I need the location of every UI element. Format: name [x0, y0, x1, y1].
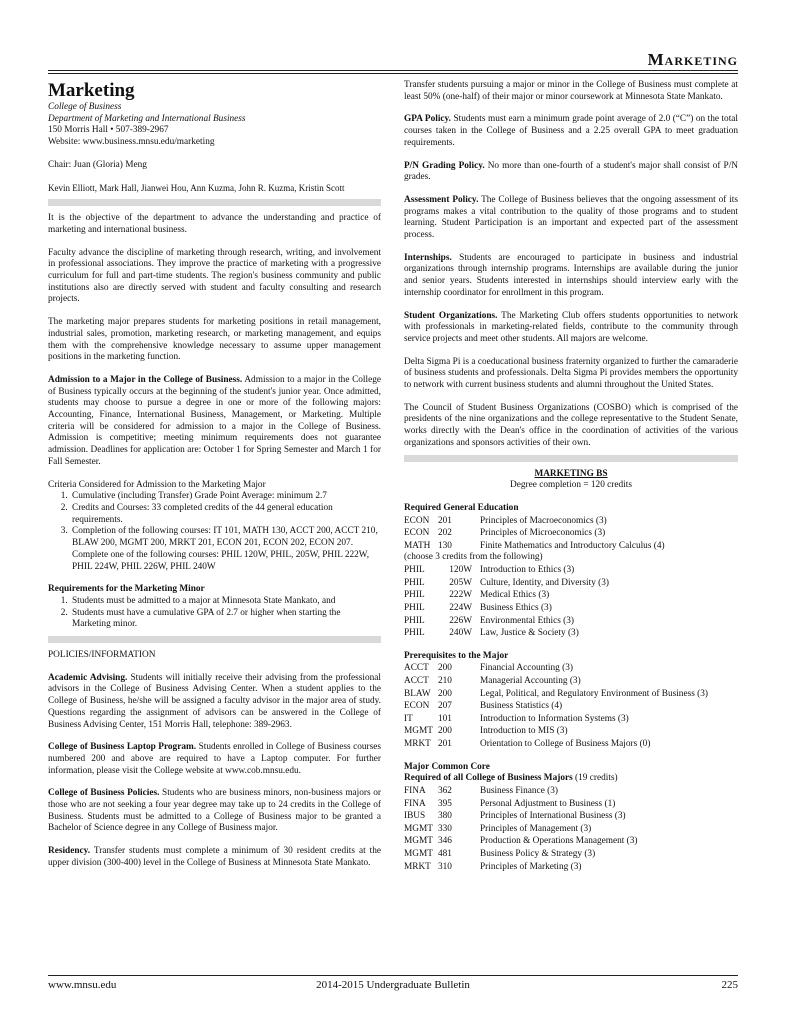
course-title: Introduction to MIS (3) — [480, 726, 568, 737]
course-dept: PHIL — [404, 565, 425, 576]
course-title: Business Finance (3) — [480, 786, 558, 796]
course-dept: IT — [404, 713, 413, 724]
course-title: Managerial Accounting (3) — [480, 676, 581, 687]
program-title: MARKETING BS — [534, 468, 608, 479]
laptop-paragraph: College of Business Laptop Program. Students enrolled in College of Business courses numbered 200 and above are required to have a Laptop computer. For further information, please visit the College website at www.cob.mnsu.edu. — [48, 742, 381, 776]
course-number: 362 — [438, 786, 452, 796]
course-row — [404, 725, 738, 738]
core-credits: (19 credits) — [575, 773, 618, 784]
department-name: Department of Marketing and International Business — [48, 113, 246, 124]
course-row — [404, 848, 738, 861]
list-item: 3. Completion of the following courses: IT 101, MATH 130, ACCT 200, ACCT 210, BLAW 200, MGMT 200, MRKT 201, ECON 201, ECON 202, ECON 207. Complete one of the following courses: PHIL 120W, PHIL, 205W, PHIL 222W, PHIL 224W, PHIL 226W, PHIL 240W — [70, 526, 381, 573]
course-title: Production & Operations Management (3) — [480, 836, 638, 847]
course-row — [404, 627, 738, 640]
course-dept: ACCT — [404, 663, 429, 674]
advising-heading: Academic Advising. — [48, 672, 128, 683]
right-column — [404, 80, 738, 873]
chair: Chair: Juan (Gloria) Meng — [48, 159, 147, 170]
course-dept: MATH — [404, 540, 431, 551]
cob-policies-heading: College of Business Policies. — [48, 788, 160, 799]
course-row — [404, 835, 738, 848]
course-number: 380 — [438, 811, 452, 822]
course-number: 120W — [449, 565, 472, 576]
left-column — [48, 80, 381, 870]
course-row — [404, 527, 738, 540]
course-title: Culture, Identity, and Diversity (3) — [480, 577, 610, 588]
course-title: Principles of Macroeconomics (3) — [480, 515, 607, 526]
course-dept: ACCT — [404, 676, 429, 687]
gened-choose-note: (choose 3 credits from the following) — [404, 552, 543, 563]
list-item: 2. Students must have a cumulative GPA of 2.7 or higher when starting the Marketing minor. — [70, 608, 381, 631]
core-heading: Major Common Core — [404, 761, 490, 772]
footer-bulletin: 2014-2015 Undergraduate Bulletin — [316, 979, 470, 991]
advising-paragraph: Academic Advising. Students will initially receive their advising from the professional advisors in the College of Business Advising Center. When a student applies to the College of Business, he/she will be assigned a faculty advisor in the major area of study. Questions regarding the assignment of advisors can be answered in the College of Business Advising Center, 151 Morris Hall, telephone: 389-2963. — [48, 672, 382, 730]
course-title: Law, Justice & Society (3) — [480, 628, 579, 639]
course-number: 207 — [438, 701, 452, 712]
course-row — [404, 713, 738, 726]
minor-list — [48, 596, 381, 631]
course-dept: ECON — [404, 528, 430, 539]
gpa-heading: GPA Policy. — [404, 114, 451, 125]
course-dept: PHIL — [404, 577, 425, 588]
admission-paragraph: Admission to a Major in the College of Business. Admission to a major in the College of Business typically occurs at the beginning of the student's junior year. Once admitted, students may choose to pursue a degree in one or more of the following majors: Accounting, Finance, International Business, Management, or Marketing. Multiple criteria will be considered for admission to a major in the College of Business. Admission is competitive; meeting minimum requirements does not guarantee admission. Deadlines for application are: October 1 for Spring Semester and March 1 for Fall Semester. — [48, 374, 381, 467]
address: 150 Morris Hall • 507-389-2967 — [48, 125, 169, 136]
degree-completion: Degree completion = 120 credits — [510, 480, 632, 491]
admission-heading: Admission to a Major in the College of Business. — [48, 374, 243, 385]
course-title: Finite Mathematics and Introductory Calculus (4) — [480, 540, 665, 551]
course-number: 202 — [438, 528, 452, 539]
course-number: 200 — [438, 663, 452, 674]
delta-sigma-pi-paragraph: Delta Sigma Pi is a coeducational business fraternity organized to further the camaraderie of business students and professionals. Delta Sigma Pi provides members the opportunity to network with current business students and alumni throughout the United States. — [404, 356, 738, 391]
course-title: Introduction to Information Systems (3) — [480, 713, 629, 724]
gened-heading: Required General Education — [404, 502, 519, 513]
major-paragraph: The marketing major prepares students for marketing positions in retail management, industrial sales, promotion, marketing research, or marketing management, and equips them with the comprehensive knowledge necessary to assume upper management positions in the marketing function. — [48, 317, 381, 363]
course-number: 201 — [438, 739, 452, 749]
course-row — [404, 785, 738, 798]
course-row — [404, 540, 738, 553]
faculty-list: Kevin Elliott, Mark Hall, Jianwei Hou, Ann Kuzma, John R. Kuzma, Kristin Scott — [48, 182, 345, 193]
pn-paragraph: P/N Grading Policy. No more than one-fourth of a student's major shall consist of P/N grades. — [404, 160, 738, 183]
faculty-paragraph: Faculty advance the discipline of marketing through research, writing, and involvement in professional associations. They improve the practice of marketing with a progressive curriculum for full and part-time students. The region's business community and public institutions also are directly served with student and faculty consulting and research projects. — [48, 247, 381, 305]
organizations-heading: Student Organizations. — [404, 310, 498, 321]
course-list — [404, 785, 738, 873]
criteria-heading: Criteria Considered for Admission to the Marketing Major — [48, 479, 266, 490]
divider — [404, 455, 738, 462]
course-row — [404, 515, 738, 528]
course-dept: BLAW — [404, 688, 431, 699]
course-row — [404, 861, 738, 874]
course-dept: PHIL — [404, 615, 425, 626]
course-title: Principles of Management (3) — [480, 823, 592, 834]
footer-rule — [48, 975, 738, 976]
course-dept: FINA — [404, 798, 426, 809]
course-row — [404, 589, 738, 602]
list-item: 2. Credits and Courses: 33 completed credits of the 44 general education requirements. — [70, 503, 381, 526]
course-title: Business Policy & Strategy (3) — [480, 848, 596, 859]
divider — [48, 636, 381, 643]
course-title: Principles of Marketing (3) — [480, 861, 582, 872]
course-title: Principles of Microeconomics (3) — [480, 528, 606, 539]
course-number: 210 — [438, 676, 452, 687]
course-number: 330 — [438, 823, 452, 834]
gpa-paragraph: GPA Policy. Students must earn a minimum grade point average of 2.0 (“C”) on the total courses taken in the College of Business and a 2.25 overall GPA to meet graduation requirements. — [404, 114, 738, 148]
section-header: Marketing — [647, 50, 738, 69]
course-row — [404, 688, 738, 701]
course-dept: MRKT — [404, 739, 431, 749]
criteria-list — [48, 491, 381, 573]
prereq-heading: Prerequisites to the Major — [404, 650, 509, 661]
college-name: College of Business — [48, 102, 122, 112]
course-number: 395 — [438, 798, 452, 809]
course-number: 346 — [438, 836, 452, 847]
course-title: Business Ethics (3) — [480, 602, 552, 613]
list-item: 1. Students must be admitted to a major at Minnesota State Mankato, and — [70, 596, 381, 608]
course-dept: ECON — [404, 515, 430, 526]
footer-website: www.mnsu.edu — [48, 979, 117, 991]
course-title: Financial Accounting (3) — [480, 663, 573, 674]
course-number: 224W — [449, 602, 472, 613]
course-number: 130 — [438, 540, 452, 551]
organizations-paragraph: Student Organizations. The Marketing Club offers students opportunities to network with professionals in marketing-related fields, contribute to the community through service projects and meet other students. All majors are welcome. — [404, 310, 739, 344]
page-number: 225 — [721, 979, 738, 991]
course-title: Medical Ethics (3) — [480, 590, 550, 601]
assessment-heading: Assessment Policy. — [404, 194, 479, 205]
course-title: Business Statistics (4) — [480, 701, 563, 712]
core-subheading: Required of all College of Business Majors — [404, 773, 573, 784]
header-rule-2 — [48, 73, 738, 74]
course-title: Legal, Political, and Regulatory Environment of Business (3) — [480, 688, 708, 699]
internships-heading: Internships. — [404, 252, 452, 263]
header-rule — [48, 70, 738, 71]
residency-heading: Residency. — [48, 846, 91, 857]
list-item: 1. Cumulative (including Transfer) Grade Point Average: minimum 2.7 — [70, 491, 381, 503]
course-number: 201 — [438, 515, 452, 526]
course-dept: MGMT — [404, 823, 433, 834]
assessment-paragraph: Assessment Policy. The College of Business believes that the ongoing assessment of its programs makes a vital contribution to the quality of those programs and to student learning. Student Participation is an important and expected part of the assessment process. — [404, 194, 739, 241]
course-list — [404, 564, 738, 640]
course-row — [404, 798, 738, 811]
course-number: 226W — [449, 615, 472, 626]
pn-heading: P/N Grading Policy. — [404, 160, 485, 171]
objective-paragraph: It is the objective of the department to advance the understanding and practice of marketing and international business. — [48, 213, 381, 235]
course-dept: PHIL — [404, 602, 425, 613]
course-number: 205W — [449, 577, 472, 588]
course-title: Personal Adjustment to Business (1) — [480, 798, 616, 809]
course-row — [404, 823, 738, 836]
course-row — [404, 675, 738, 688]
course-dept: MGMT — [404, 848, 433, 859]
course-dept: ECON — [404, 701, 430, 712]
course-row — [404, 810, 738, 823]
course-row — [404, 662, 738, 675]
course-row — [404, 602, 738, 615]
course-row — [404, 564, 738, 577]
course-number: 200 — [438, 726, 452, 737]
course-row — [404, 700, 738, 713]
course-title: Environmental Ethics (3) — [480, 615, 574, 626]
course-dept: IBUS — [404, 811, 426, 822]
course-dept: MGMT — [404, 726, 433, 737]
course-number: 310 — [438, 861, 452, 872]
course-dept: FINA — [404, 786, 426, 796]
transfer-paragraph: Transfer students pursuing a major or minor in the College of Business must complete at least 50% (one-half) of their major or minor coursework at Minnesota State Mankato. — [404, 80, 738, 102]
course-dept: PHIL — [404, 628, 425, 639]
course-dept: MGMT — [404, 836, 433, 847]
policies-heading: POLICIES/INFORMATION — [48, 650, 156, 661]
course-list — [404, 515, 738, 553]
cob-policies-paragraph: College of Business Policies. Students who are business minors, non-business majors or those who are not seeking a four year degree may take up to 24 credits in the College of Business. Students must be admitted to a College of Business major to be granted a Bachelor of Science degree in any College of Business major. — [48, 788, 381, 834]
divider — [48, 199, 381, 206]
laptop-heading: College of Business Laptop Program. — [48, 742, 197, 753]
cosbo-paragraph: The Council of Student Business Organizations (COSBO) which is comprised of the presidents of the nine organizations and the college representative to the Student Senate, works directly with the Dean's office in the coordination of activities of the various organizations and sponsors activities of their own. — [404, 402, 738, 448]
course-title: Principles of International Business (3) — [480, 811, 626, 822]
course-list — [404, 662, 738, 750]
course-number: 240W — [449, 628, 472, 639]
minor-heading: Requirements for the Marketing Minor — [48, 584, 205, 595]
course-number: 200 — [438, 688, 452, 699]
internships-paragraph: Internships. Students are encouraged to participate in business and industrial organizations through internship programs. Internships are available during the junior and senior years. Students interested in internships should interview early with the internship coordinator for enrollment in this program. — [404, 252, 738, 298]
course-title: Orientation to College of Business Majors (0) — [480, 739, 651, 749]
course-title: Introduction to Ethics (3) — [480, 565, 575, 576]
residency-paragraph: Residency. Transfer students must complete a minimum of 30 resident credits at the upper division (300-400) level in the College of Business at Minnesota State Mankato. — [48, 846, 381, 868]
course-number: 101 — [438, 713, 452, 724]
course-row — [404, 615, 738, 628]
course-row — [404, 577, 738, 590]
website: Website: www.business.mnsu.edu/marketing — [48, 137, 215, 148]
course-dept: PHIL — [404, 590, 425, 601]
course-number: 222W — [449, 590, 472, 601]
course-row — [404, 738, 738, 751]
course-dept: MRKT — [404, 861, 431, 872]
page-title: Marketing — [48, 80, 135, 101]
course-number: 481 — [438, 848, 452, 859]
